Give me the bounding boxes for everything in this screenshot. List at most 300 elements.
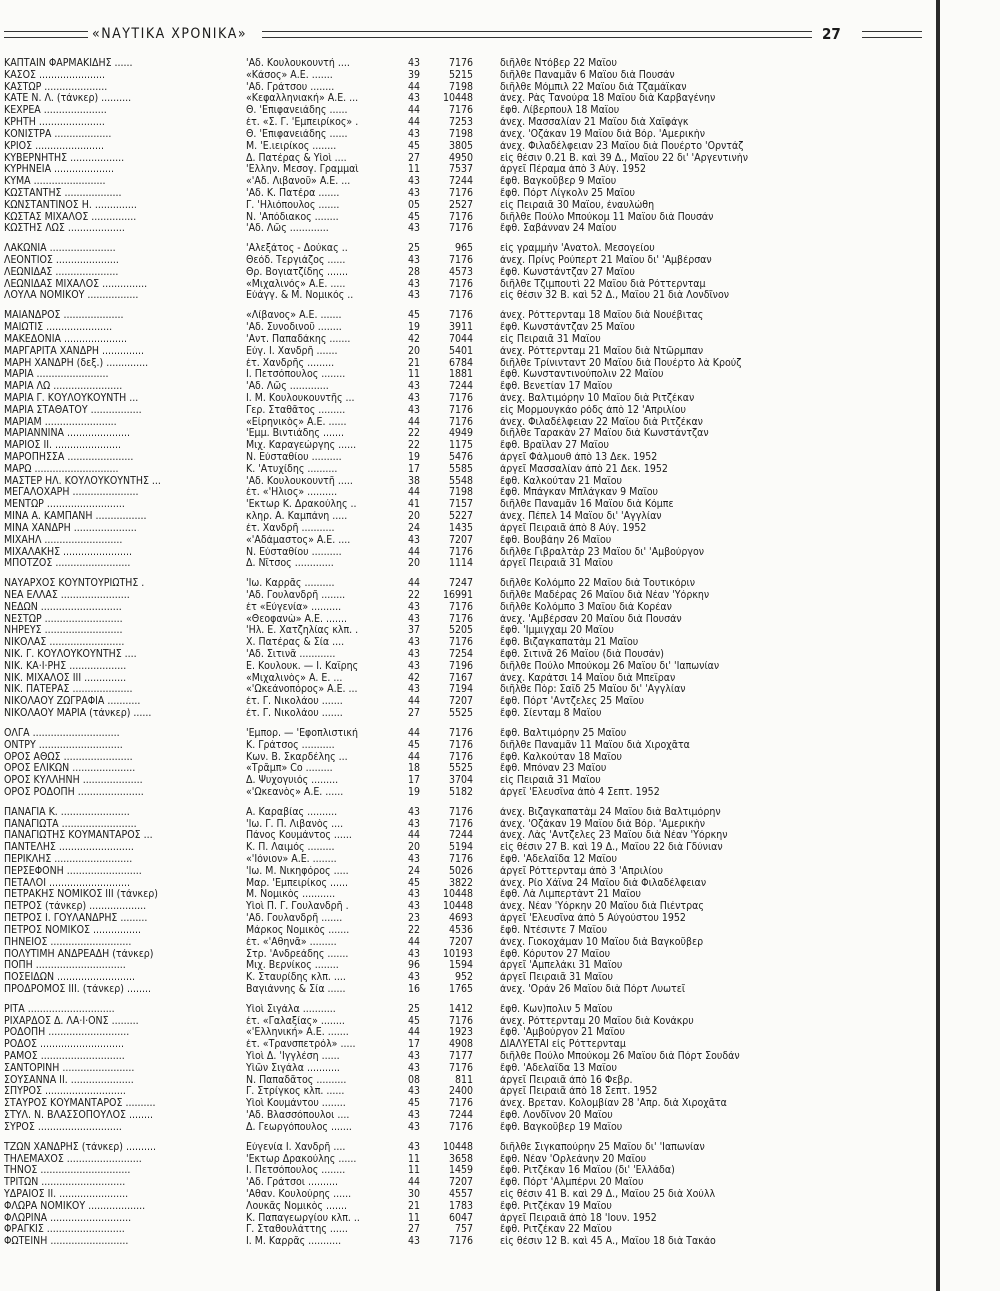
owner: Γερ. Σταθᾶτος ......... — [246, 404, 346, 416]
movement: ἔφθ. Νέαν 'Ορλεάνην 20 Μαΐου — [500, 1153, 647, 1165]
ship-entry-row — [0, 279, 1000, 291]
ship-entry-row — [0, 334, 1000, 346]
ship-entry-row — [0, 535, 1000, 547]
ship-entry-row — [0, 176, 1000, 188]
tonnage: 7176 — [448, 854, 473, 865]
year-built: 22 — [407, 440, 420, 452]
ship-name: ΚΥΡΗΝΕΙΑ .................... — [4, 164, 115, 176]
ship-entry-row — [0, 602, 1000, 614]
year-built: 44 — [407, 751, 420, 763]
ship-name: ΝΕΔΩΝ ........................... — [4, 601, 122, 613]
tonnage: 5182 — [448, 786, 473, 798]
ship-name: ΜΙΝΑ ΧΑΝΔΡΗ ..................... — [4, 522, 137, 534]
tonnage: 2527 — [448, 199, 473, 211]
ship-entry-row — [0, 1004, 1000, 1016]
movement: ἀνεχ. Ρόττερνταμ 20 Μαΐου διὰ Κονάκρυ — [500, 1015, 694, 1027]
movement: ἔφθ. Πόρτ Λίγκολν 25 Μαΐου — [500, 187, 635, 199]
year-built: 19 — [407, 452, 420, 463]
year-built: 43 — [407, 854, 420, 865]
owner: 'Αδ. Συνοδινοῦ ........ — [246, 322, 342, 334]
owner: Θεόδ. Τεργιάζος ...... — [246, 255, 346, 266]
ship-entry-row — [0, 889, 1000, 901]
movement: εἰς Πειραιᾶ 31 Μαΐου — [500, 775, 601, 787]
ship-name: ΦΛΩΡΑ ΝΟΜΙΚΟΥ ................... — [4, 1200, 146, 1212]
ship-entry-row — [0, 547, 1000, 559]
year-built: 43 — [407, 255, 420, 266]
year-built: 45 — [407, 739, 420, 751]
year-built: 44 — [407, 830, 420, 842]
ship-name: ΝΙΚΟΛΑΟΥ ΖΩΓΡΑΦΙΑ ........... — [4, 696, 141, 708]
letter-group-l — [0, 243, 1000, 302]
tonnage: 7194 — [448, 684, 473, 696]
ship-entry-row — [0, 200, 1000, 212]
ship-name: ΠΟΠΗ .............................. — [4, 960, 126, 972]
ship-entry-row — [0, 842, 1000, 854]
ship-entry-row — [0, 1201, 1000, 1213]
year-built: 43 — [407, 806, 420, 818]
movement: ἀργεῖ Ρόττερνταμ ἀπὸ 3 'Απριλίου — [500, 865, 663, 877]
header-rule-right — [862, 31, 922, 38]
movement: ἀνεχ. Βρεταν. Κολομβίαν 28 'Απρ. διὰ Χιροχᾶτα — [500, 1098, 727, 1110]
ship-name: ΜΑΡΙΑ Γ. ΚΟΥΛΟΥΚΟΥΝΤΗ ... — [4, 392, 139, 404]
owner: κληρ. Α. Καμπάνη ..... — [246, 511, 348, 523]
ship-name: ΜΑΚΕΔΟΝΙΑ ..................... — [4, 333, 127, 345]
movement: διῆλθε Παναμᾶν 16 Μαΐου διὰ Κόμπε — [500, 499, 674, 511]
movement: ἀργεῖ Φάλμουθ ἀπὸ 13 Δεκ. 1952 — [500, 452, 658, 463]
tonnage: 7176 — [448, 1098, 473, 1110]
owner: Ν. 'Απόδιακος ........ — [246, 211, 339, 223]
year-built: 20 — [407, 558, 420, 570]
tonnage: 7207 — [448, 534, 473, 546]
owner: 'Ιω. Μ. Νικηφόρος ..... — [246, 865, 349, 877]
tonnage: 811 — [454, 1074, 473, 1086]
owner: Ν. Εὐσταθίου .......... — [246, 452, 342, 463]
owner: ἐτ. «'Ηλιος» .......... — [246, 487, 338, 499]
tonnage: 7176 — [448, 223, 473, 235]
owner: Χ. Πατέρας & Σία .... — [246, 637, 345, 649]
movement: εἰς θέσιν 32 Β. καὶ 52 Δ., Μαΐου 21 διὰ Λονδῖνον — [500, 290, 729, 302]
ship-name: ΚΥΜΑ ........................ — [4, 176, 106, 188]
movement: ἔφθ. Λονδῖνον 20 Μαΐου — [500, 1110, 613, 1122]
ship-entry-row — [0, 625, 1000, 637]
owner: 'Αδ. Σιτινᾶ ............ — [246, 649, 336, 660]
ship-name: ΠΗΝΕΙΟΣ ........................... — [4, 936, 132, 948]
owner: 'Αδ. Κουλουκουντῆ ..... — [246, 475, 353, 487]
tonnage: 5215 — [448, 69, 473, 81]
ship-entry-row — [0, 984, 1000, 996]
ship-entry-row — [0, 1063, 1000, 1075]
ship-name: ΝΑΥΑΡΧΟΣ ΚΟΥΝΤΟΥΡΙΩΤΗΣ . — [4, 578, 145, 590]
tonnage: 7176 — [448, 187, 473, 199]
ship-name: ΛΟΥΛΑ ΝΟΜΙΚΟΥ ................. — [4, 290, 139, 302]
movement: διῆλθε Σιγκαπούρην 25 Μαΐου δι' 'Ιαπωνίαν — [500, 1141, 705, 1153]
ship-name: ΣΠΥΡΟΣ ........................... — [4, 1086, 126, 1098]
letter-group-t — [0, 1142, 1000, 1248]
ship-name: ΜΑΣΤΕΡ ΗΛ. ΚΟΥΛΟΥΚΟΥΝΤΗΣ ... — [4, 475, 161, 487]
movement: εἰς Πειραιᾶ 31 Μαΐου — [500, 333, 601, 345]
year-built: 16 — [407, 983, 420, 995]
owner: Δ. Πατέρας & Υἱοὶ .... — [246, 152, 347, 164]
ship-entry-row — [0, 381, 1000, 393]
ship-name: ΚΡΙΟΣ ....................... — [4, 140, 105, 152]
letter-group-r — [0, 1004, 1000, 1134]
ship-name: ΜΑΡΙΑ ΛΩ ....................... — [4, 381, 123, 393]
owner: «'Ελληνική» Α.Ε. ....... — [246, 1027, 349, 1039]
ship-name: ΡΙΧΑΡΔΟΣ Δ. ΛΑ·Ι·ΟΝΣ ......... — [4, 1015, 139, 1027]
ship-name: ΚΑΣΟΣ ...................... — [4, 69, 106, 81]
year-built: 44 — [407, 105, 420, 117]
owner: 'Εκτωρ Κ. Δρακούλης .. — [246, 499, 357, 511]
ship-entry-row — [0, 1110, 1000, 1122]
movement: ἀνεχ. Ρόττερνταμ 18 Μαΐου διὰ Νουέβιτας — [500, 310, 704, 322]
movement: ἔφθ. Βραΐλαν 27 Μαΐου — [500, 440, 609, 452]
movement: ἔφθ. Πόρτ 'Αντζελες 25 Μαΐου — [500, 696, 645, 708]
owner: «Λίβανος» Α.Ε. ....... — [246, 310, 342, 322]
ship-movements-ledger — [0, 58, 1000, 1256]
tonnage: 7196 — [448, 660, 473, 672]
year-built: 42 — [407, 333, 420, 345]
year-built: 43 — [407, 972, 420, 984]
tonnage: 1765 — [448, 983, 473, 995]
ship-entry-row — [0, 1224, 1000, 1236]
ship-entry-row — [0, 464, 1000, 476]
movement: διῆλθε Γιβραλτὰρ 23 Μαΐου δι' 'Αμβούργον — [500, 546, 705, 558]
ship-entry-row — [0, 578, 1000, 590]
ship-entry-row — [0, 255, 1000, 267]
ship-name: ΠΑΝΑΓΙΩΤΑ ......................... — [4, 818, 137, 830]
ship-entry-row — [0, 752, 1000, 764]
tonnage: 5401 — [448, 345, 473, 357]
year-built: 43 — [407, 58, 420, 69]
tonnage: 16991 — [442, 589, 473, 601]
year-built: 43 — [407, 128, 420, 140]
movement: εἰς θέσιν 41 Β. καὶ 29 Δ., Μαΐου 25 διὰ Χούλλ — [500, 1188, 716, 1200]
ship-entry-row — [0, 1075, 1000, 1087]
movement: ἀνεχ. Πέπελ 14 Μαΐου δι' 'Αγγλίαν — [500, 511, 662, 523]
ship-name: ΝΙΚ. ΚΑ·Ι·ΡΗΣ ................... — [4, 660, 127, 672]
ship-entry-row — [0, 322, 1000, 334]
movement: ἀνεχ. 'Αμβέρσαν 20 Μαΐου διὰ Πουσάν — [500, 613, 682, 625]
owner: Ε. Κουλουκ. — Ι. Καΐρης — [246, 660, 359, 672]
movement: ἔφθ. Ριτζέκαν 16 Μαΐου (δι' 'Ελλάδα) — [500, 1165, 675, 1177]
tonnage: 1114 — [448, 558, 473, 570]
ship-name: ΠΕΤΡΟΣ Ι. ΓΟΥΛΑΝΔΡΗΣ ......... — [4, 913, 148, 925]
owner: 'Ελλην. Μεσογ. Γραμμαὶ — [246, 164, 359, 176]
ship-name: ΜΑΡΗ ΧΑΝΔΡΗ (δεξ.) .............. — [4, 357, 149, 369]
tonnage: 1435 — [448, 522, 473, 534]
ship-entry-row — [0, 1051, 1000, 1063]
year-built: 23 — [407, 913, 420, 925]
ship-name: ΝΙΚ. Γ. ΚΟΥΛΟΥΚΟΥΝΤΗΣ .... — [4, 649, 137, 660]
ship-name: ΠΕΤΡΟΣ (τάνκερ) ................... — [4, 901, 147, 913]
owner: 'Αδ. Λῶς ............. — [246, 223, 329, 235]
ship-name: ΟΝΤΡΥ ............................ — [4, 739, 123, 751]
movement: ἔφθ. 'Αμβούργον 21 Μαΐου — [500, 1027, 625, 1039]
tonnage: 3658 — [448, 1153, 473, 1165]
ship-name: ΜΑΡΟΠΗΣΣΑ ...................... — [4, 452, 134, 463]
ship-name: ΣΥΡΟΣ ............................ — [4, 1121, 122, 1133]
movement: ἔφθ. Καλκούταν 18 Μαΐου — [500, 751, 622, 763]
tonnage: 7176 — [448, 278, 473, 290]
tonnage: 7176 — [448, 637, 473, 649]
tonnage: 7176 — [448, 290, 473, 302]
tonnage: 7176 — [448, 255, 473, 266]
movement: διῆλθε Μαδέρας 26 Μαΐου διὰ Νέαν 'Υόρκην — [500, 589, 710, 601]
year-built: 20 — [407, 511, 420, 523]
year-built: 43 — [407, 948, 420, 960]
ship-name: ΛΕΟΝΤΙΟΣ ..................... — [4, 255, 119, 266]
movement: εἰς θέσιν 0.21 Β. καὶ 39 Δ., Μαΐου 22 δι' 'Αργεντινὴν — [500, 152, 748, 164]
tonnage: 4908 — [448, 1039, 473, 1051]
owner: Γ. Στρίγκος κλπ. ...... — [246, 1086, 345, 1098]
movement: ἔφθ. Ριτζέκαν 19 Μαΐου — [500, 1200, 612, 1212]
owner: ἐτ «Εὐγενία» .......... — [246, 601, 342, 613]
year-built: 05 — [407, 199, 420, 211]
ship-entry-row — [0, 1086, 1000, 1098]
year-built: 43 — [407, 187, 420, 199]
movement: ἀνεχ. Μασσαλίαν 21 Μαΐου διὰ Χαϊφάγκ — [500, 117, 689, 129]
ship-entry-row — [0, 854, 1000, 866]
tonnage: 7176 — [448, 806, 473, 818]
ship-entry-row — [0, 93, 1000, 105]
ship-entry-row — [0, 960, 1000, 972]
tonnage: 5194 — [448, 842, 473, 854]
tonnage: 7176 — [448, 1015, 473, 1027]
owner: Ι. Μ. Κουλουκουντῆς ... — [246, 392, 355, 404]
ship-name: ΜΙΧΑΛΑΚΗΣ ....................... — [4, 546, 133, 558]
year-built: 22 — [407, 428, 420, 440]
ship-name: ΣΑΝΤΟΡΙΝΗ ........................ — [4, 1062, 135, 1074]
owner: Μιχ. Καραγεώργης ...... — [246, 440, 357, 452]
year-built: 96 — [407, 960, 420, 972]
header-rule-middle — [262, 31, 812, 38]
tonnage: 7176 — [448, 1236, 473, 1248]
movement: ἔφθ. Βουβάην 26 Μαΐου — [500, 534, 612, 546]
movement: ἀνεχ. Ρὰς Τανούρα 18 Μαΐου διὰ Καρβαγένην — [500, 93, 716, 105]
ship-name: ΟΡΟΣ ΕΛΙΚΩΝ ..................... — [4, 763, 136, 775]
ship-name: ΠΕΤΑΛΟΙ ........................... — [4, 877, 130, 889]
ship-name: ΜΙΧΑΗΛ .......................... — [4, 534, 123, 546]
owner: Μ. Νομικὸς ........... — [246, 889, 336, 901]
owner: 'Εκτωρ Δρακούλης ...... — [246, 1153, 357, 1165]
year-built: 24 — [407, 522, 420, 534]
year-built: 44 — [407, 416, 420, 428]
year-built: 25 — [407, 1003, 420, 1015]
owner: Κ. Γράτσος ........... — [246, 739, 335, 751]
owner: «'Αδ. Λιβανοῦ» Α.Ε. ... — [246, 176, 351, 188]
ship-name: ΜΑΙΑΝΔΡΟΣ .................... — [4, 310, 124, 322]
tonnage: 3704 — [448, 775, 473, 787]
year-built: 20 — [407, 345, 420, 357]
ship-name: ΟΛΓΑ ............................. — [4, 727, 120, 739]
ship-name: ΜΑΡΙΑ ΣΤΑΘΑΤΟΥ ................. — [4, 404, 142, 416]
owner: Α. Καραβίας .......... — [246, 806, 338, 818]
owner: ἐτ. «'Αθηνᾶ» ......... — [246, 936, 337, 948]
ship-entry-row — [0, 972, 1000, 984]
year-built: 11 — [407, 1212, 420, 1224]
ship-entry-row — [0, 452, 1000, 464]
year-built: 43 — [407, 278, 420, 290]
owner: 'Αθαν. Κουλούρης ...... — [246, 1188, 352, 1200]
movement: ἀνεχ. Ρίο Χάϊνα 24 Μαΐου διὰ Φιλαδέλφειαν — [500, 877, 707, 889]
movement: ἔφθ. 'Ιμμιγχαμ 20 Μαΐου — [500, 625, 614, 637]
journal-title: «ΝΑΥΤΙΚΑ ΧΡΟΝΙΚΑ» — [92, 26, 248, 42]
ship-name: ΠΕΤΡΟΣ ΝΟΜΙΚΟΣ ................ — [4, 924, 141, 936]
ship-entry-row — [0, 487, 1000, 499]
ship-entry-row — [0, 405, 1000, 417]
owner: ἐτ. «Γαλαξίας» ........ — [246, 1015, 345, 1027]
owner: 'Αντ. Παπαδάκης ....... — [246, 333, 351, 345]
movement: εἰς Πειραιᾶ 30 Μαΐου, ἐναυλώθη — [500, 199, 655, 211]
tonnage: 1594 — [448, 960, 473, 972]
year-built: 18 — [407, 763, 420, 775]
ship-name: ΝΙΚΟΛΑΟΥ ΜΑΡΙΑ (τάνκερ) ...... — [4, 708, 152, 720]
year-built: 17 — [407, 463, 420, 475]
tonnage: 4573 — [448, 266, 473, 278]
tonnage: 5525 — [448, 708, 473, 720]
letter-group-k — [0, 58, 1000, 235]
tonnage: 3911 — [448, 322, 473, 334]
tonnage: 7207 — [448, 696, 473, 708]
ship-entry-row — [0, 787, 1000, 799]
tonnage: 2400 — [448, 1086, 473, 1098]
ship-entry-row — [0, 105, 1000, 117]
movement: ἔφθ. Βαλτιμόρην 25 Μαΐου — [500, 727, 627, 739]
movement: διῆλθε Πὸρ: Σαΐδ 25 Μαΐου δι' 'Αγγλίαν — [500, 684, 686, 696]
movement: ἔφθ. Σαβάνναν 24 Μαΐου — [500, 223, 617, 235]
ship-entry-row — [0, 901, 1000, 913]
tonnage: 7176 — [448, 818, 473, 830]
tonnage: 7176 — [448, 546, 473, 558]
tonnage: 7254 — [448, 649, 473, 660]
movement: ἔφθ. Κωνσταντινούπολιν 22 Μαΐου — [500, 369, 664, 381]
year-built: 43 — [407, 381, 420, 393]
ship-entry-row — [0, 82, 1000, 94]
movement: ἔφθ. Ντέσιντε 7 Μαΐου — [500, 924, 608, 936]
year-built: 11 — [407, 164, 420, 176]
owner: Δ. Ψυχογυιός ......... — [246, 775, 339, 787]
ship-name: ΠΑΝΑΓΙΑ Κ. ....................... — [4, 806, 130, 818]
tonnage: 3822 — [448, 877, 473, 889]
year-built: 17 — [407, 775, 420, 787]
movement: διῆλθε Πούλο Μπούκομ 11 Μαΐου διὰ Πουσάν — [500, 211, 714, 223]
movement: ἀνεχ. Ρόττερνταμ 21 Μαΐου διὰ Ντῶρμπαν — [500, 345, 704, 357]
movement: διῆλθε Τρίνινταντ 20 Μαΐου διὰ Πουέρτο λὰ Κρούζ — [500, 357, 742, 369]
ship-name: ΛΕΩΝΙΔΑΣ ΜΙΧΑΛΟΣ ............... — [4, 278, 148, 290]
owner: Υἱοὶ Κουμάντου ........ — [246, 1098, 346, 1110]
ship-entry-row — [0, 440, 1000, 452]
ship-name: ΡΟΔΟΠΗ ........................... — [4, 1027, 130, 1039]
ship-entry-row — [0, 1122, 1000, 1134]
movement: εἰς θέσιν 27 Β. καὶ 19 Δ., Μαΐου 22 διὰ Γδύνιαν — [500, 842, 723, 854]
owner: Ι. Πετσόπουλος ........ — [246, 1165, 346, 1177]
owner: Γ. 'Ηλιόπουλος ....... — [246, 199, 340, 211]
ship-entry-row — [0, 428, 1000, 440]
tonnage: 7176 — [448, 310, 473, 322]
year-built: 45 — [407, 140, 420, 152]
tonnage: 7176 — [448, 1121, 473, 1133]
movement: ἀνεχ. 'Οράν 26 Μαΐου διὰ Πόρτ Λυωτεῖ — [500, 983, 686, 995]
owner: 'Εμμ. Βιντιάδης ....... — [246, 428, 344, 440]
ship-name: ΠΟΛΥΤΙΜΗ ΑΝΔΡΕΑΔΗ (τάνκερ) — [4, 948, 154, 960]
owner: 'Αδ. Κ. Πατέρα ....... — [246, 187, 340, 199]
year-built: 39 — [407, 69, 420, 81]
ship-entry-row — [0, 153, 1000, 165]
ship-entry-row — [0, 393, 1000, 405]
ship-name: ΚΩΣΤΑΣ ΜΙΧΑΛΟΣ ............... — [4, 211, 137, 223]
letter-group-m — [0, 310, 1000, 570]
year-built: 43 — [407, 93, 420, 105]
year-built: 44 — [407, 487, 420, 499]
ship-entry-row — [0, 728, 1000, 740]
movement: ἔφθ. Μπάγκαν Μπλάγκαν 9 Μαΐου — [500, 487, 658, 499]
ship-entry-row — [0, 590, 1000, 602]
ship-name: ΚΩΣΤΗΣ ΛΩΣ ................... — [4, 223, 125, 235]
ship-name: ΤΖΩΝ ΧΑΝΔΡΗΣ (τάνκερ) .......... — [4, 1141, 156, 1153]
letter-group-o — [0, 728, 1000, 799]
tonnage: 7207 — [448, 936, 473, 948]
year-built: 44 — [407, 1177, 420, 1189]
year-built: 42 — [407, 672, 420, 684]
movement: ἔφθ. Λὰ Λιμπερτὰντ 21 Μαΐου — [500, 889, 641, 901]
tonnage: 7176 — [448, 727, 473, 739]
owner: Γ. Σταθουλάττης ...... — [246, 1224, 348, 1236]
tonnage: 4536 — [448, 924, 473, 936]
owner: Ν. Εὐσταθίου .......... — [246, 546, 342, 558]
year-built: 22 — [407, 924, 420, 936]
movement: ἀργεῖ 'Ελευσῖνα ἀπὸ 5 Αὐγούστου 1952 — [500, 913, 686, 925]
ship-entry-row — [0, 212, 1000, 224]
year-built: 43 — [407, 176, 420, 188]
ship-name: ΡΙΤΑ ............................. — [4, 1003, 115, 1015]
ship-name: ΤΡΙΤΩΝ ............................ — [4, 1177, 126, 1189]
year-built: 43 — [407, 660, 420, 672]
owner: 'Ιω. Γ. Π. Λιβανὸς .... — [246, 818, 344, 830]
ship-name: ΡΟΔΟΣ ............................ — [4, 1039, 124, 1051]
ship-entry-row — [0, 1098, 1000, 1110]
ship-name: ΝΕΣΤΩΡ .......................... — [4, 613, 123, 625]
tonnage: 7244 — [448, 830, 473, 842]
movement: διῆλθε Τζιμπουτὶ 22 Μαΐου διὰ Ρόττερνταμ — [500, 278, 706, 290]
movement: ΔΙΑΛΥΕΤΑΙ εἰς Ρόττερνταμ — [500, 1039, 626, 1051]
owner: ἐτ. «Σ. Γ. 'Εμπειρίκος» . — [246, 117, 359, 129]
owner: Μαρ. 'Εμπειρίκος ...... — [246, 877, 349, 889]
tonnage: 7247 — [448, 578, 473, 590]
movement: ἀνεχ. Πρίνς Ρούπερτ 21 Μαΐου δι' 'Αμβέρσαν — [500, 255, 712, 266]
movement: ἔφθ. Κωνστάντζαν 25 Μαΐου — [500, 322, 635, 334]
ship-name: ΝΕΑ ΕΛΛΑΣ ....................... — [4, 589, 130, 601]
tonnage: 4557 — [448, 1188, 473, 1200]
ship-entry-row — [0, 775, 1000, 787]
owner: «Θεοφανὼ» Α.Ε. ....... — [246, 613, 347, 625]
year-built: 19 — [407, 786, 420, 798]
ship-entry-row — [0, 1154, 1000, 1166]
tonnage: 7244 — [448, 381, 473, 393]
ship-name: ΚΑΤΕ Ν. Λ. (τάνκερ) .......... — [4, 93, 132, 105]
tonnage: 5525 — [448, 763, 473, 775]
tonnage: 965 — [454, 243, 473, 255]
ship-entry-row — [0, 1016, 1000, 1028]
owner: Ι. Πετσόπουλος ........ — [246, 369, 346, 381]
tonnage: 5026 — [448, 865, 473, 877]
tonnage: 10193 — [442, 948, 473, 960]
owner: Κ. Σταυρίδης κλπ. .... — [246, 972, 346, 984]
owner: ἐτ. Γ. Νικολάου ....... — [246, 696, 343, 708]
owner: Βαγιάννης & Σία ...... — [246, 983, 346, 995]
owner: «Μιχαλινός» Α.Ε. ..... — [246, 278, 346, 290]
tonnage: 7157 — [448, 499, 473, 511]
movement: ἔφθ. Σίενταμ 8 Μαΐου — [500, 708, 602, 720]
